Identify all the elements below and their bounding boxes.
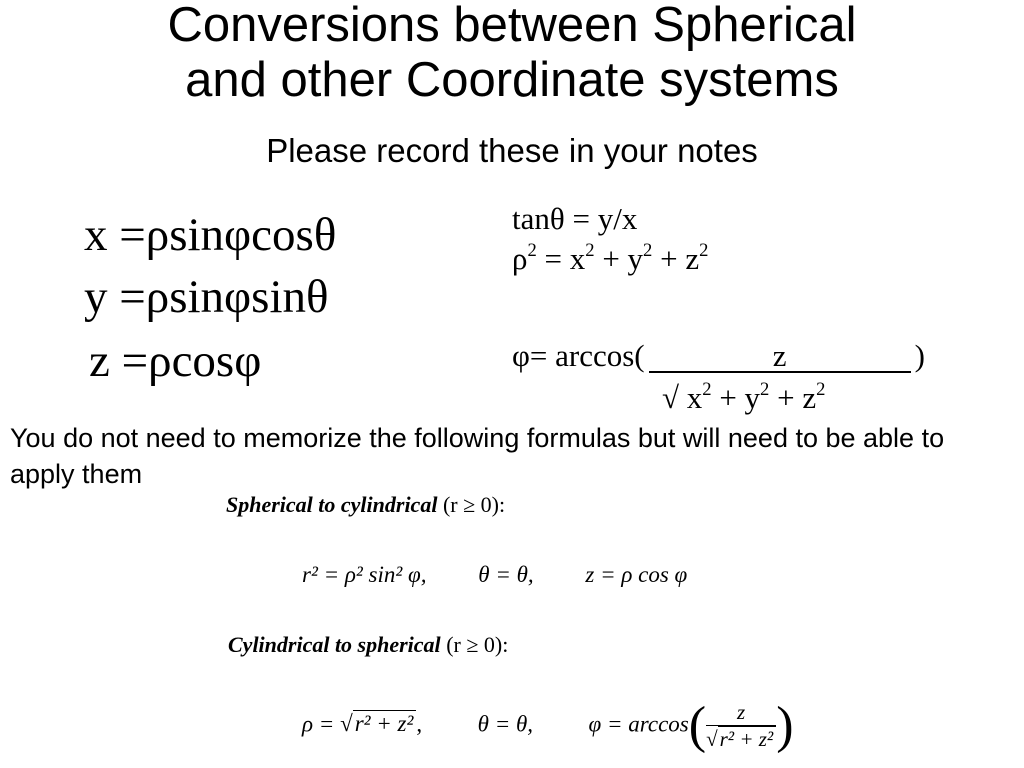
sqrt-icon: √ bbox=[662, 380, 680, 415]
formula-r-squared: r² = ρ² sin² φ, bbox=[302, 562, 427, 587]
slide-subtitle: Please record these in your notes bbox=[266, 132, 758, 169]
equation-z: z =ρcosφ bbox=[89, 335, 262, 387]
spherical-to-cylindrical-heading: Spherical to cylindrical (r ≥ 0): bbox=[226, 492, 506, 517]
title-line-1: Conversions between Spherical bbox=[167, 0, 857, 52]
equation-y: y =ρsinφsinθ bbox=[84, 271, 329, 323]
memorize-note: You do not need to memorize the following formulas but will need to be able to apply them bbox=[10, 423, 945, 489]
equation-phi-arccos: φ= arccos( z ) bbox=[512, 338, 925, 373]
title-line-2: and other Coordinate systems bbox=[185, 53, 839, 107]
equation-tan-theta: tanθ = y/x bbox=[512, 201, 638, 236]
cylindrical-to-spherical-formulas: ρ = √r² + z² , θ = θ, φ = arccos( $\frac{z}{\text{√r² + z²}}$ ) bbox=[302, 697, 794, 754]
slide-title bbox=[0, 0, 1024, 108]
phi-denominator: √ $x^2 + y^2 + z^2$ bbox=[662, 378, 826, 415]
phi-numerator: z bbox=[649, 341, 911, 373]
formula-theta-2: θ = θ, bbox=[477, 711, 534, 737]
sqrt-icon: √ bbox=[706, 727, 718, 751]
cylindrical-to-spherical-heading: Cylindrical to spherical (r ≥ 0): bbox=[228, 632, 509, 657]
equation-rho-squared: $\rho^2 = x^2 + y^2 + z^2$ bbox=[512, 239, 709, 276]
equation-x: x =ρsinφcosθ bbox=[84, 209, 337, 261]
spherical-to-cylindrical-formulas bbox=[302, 562, 687, 588]
phi-fraction: $\frac{z}{\text{√r² + z²}}$ bbox=[706, 700, 776, 752]
formula-theta: θ = θ, bbox=[478, 562, 534, 587]
sqrt-icon: √ bbox=[340, 711, 353, 737]
rho-sqrt: √r² + z² bbox=[340, 710, 416, 737]
formula-z: z = ρ cos φ bbox=[585, 562, 688, 587]
